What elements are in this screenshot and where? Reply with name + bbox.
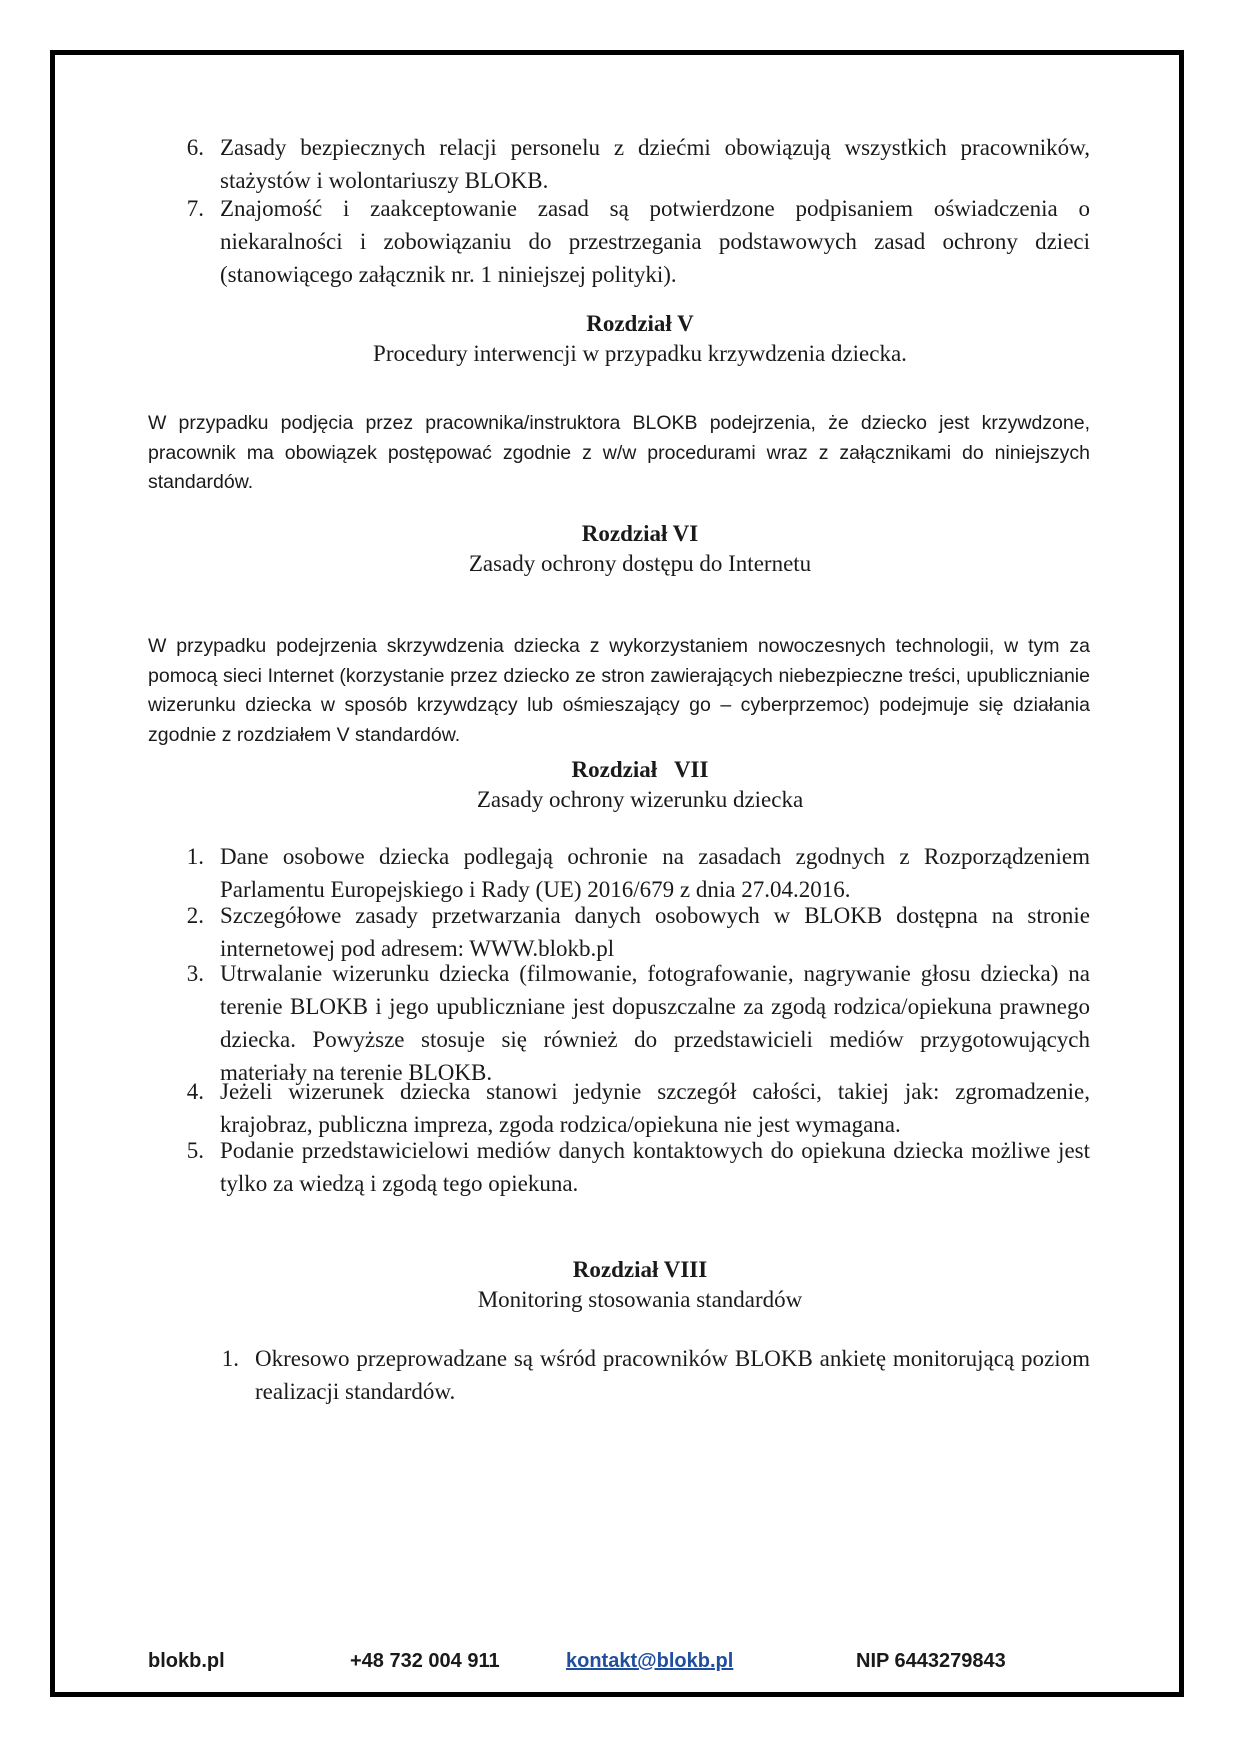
footer-email (566, 1647, 733, 1675)
chapter-title: Rozdział VI (581, 521, 699, 546)
list-text: Zasady bezpiecznych relacji personelu z dziećmi obowiązują wszystkich pracowników, stażystów i wolontariuszy BLOKB. (220, 135, 1090, 193)
list-number: 5. (186, 1138, 204, 1163)
list-text: Podanie przedstawicielowi mediów danych kontaktowych do opiekuna dziecka możliwe jest tylko za wiedzą i zgodą tego opiekuna. (220, 1138, 1090, 1196)
chapter-paragraph: W przypadku podejrzenia skrzywdzenia dziecka z wykorzystaniem nowoczesnych technologii, w tym za pomocą sieci Internet (korzystanie przez dziecko ze stron zawierających niebezpieczne treści, upublicznianie wizerunku dziecka w sposób krzywdzący lub ośmieszający go – cyberprzemoc) podejmuje się działania zgodnie z rozdziałem V standardów. (148, 635, 1090, 746)
list-text: Szczegółowe zasady przetwarzania danych osobowych w BLOKB dostępna na stronie internetowej pod adresem: WWW.blokb.pl (220, 903, 1090, 961)
list-number: 7. (186, 196, 204, 221)
chapter-paragraph: W przypadku podjęcia przez pracownika/instruktora BLOKB podejrzenia, że dziecko jest krzywdzone, pracownik ma obowiązek postępować zgodnie z w/w procedurami wraz z załącznikami do niniejszych standardów. (148, 412, 1090, 493)
footer-phone: +48 732 004 911 (350, 1650, 500, 1672)
list-number: 6. (186, 135, 204, 160)
footer-nip: NIP 6443279843 (856, 1650, 1006, 1672)
list-text: Jeżeli wizerunek dziecka stanowi jedynie szczegół całości, takiej jak: zgromadzenie, krajobraz, publiczna impreza, zgoda rodzica/opiekuna nie jest wymagana. (220, 1079, 1090, 1137)
list-number: 3. (186, 961, 204, 986)
list-number: 2. (186, 903, 204, 928)
list-text: Dane osobowe dziecka podlegają ochronie na zasadach zgodnych z Rozporządzeniem Parlamentu Europejskiego i Rady (UE) 2016/679 z dnia 27.04.2016. (220, 844, 1090, 902)
footer-website: blokb.pl (148, 1650, 225, 1672)
list-text: Znajomość i zaakceptowanie zasad są potwierdzone podpisaniem oświadczenia o niekaralności i zobowiązaniu do przestrzegania podstawowych zasad ochrony dzieci (stanowiącego załącznik nr. 1 niniejszej polityki). (220, 196, 1090, 287)
list-number: 1. (221, 1346, 239, 1371)
chapter-subtitle: Zasady ochrony dostępu do Internetu (468, 551, 812, 576)
list-number: 4. (186, 1079, 204, 1104)
chapter-subtitle: Monitoring stosowania standardów (477, 1287, 803, 1312)
chapter-title: Rozdział V (586, 311, 694, 336)
chapter-subtitle: Procedury interwencji w przypadku krzywdzenia dziecka. (373, 341, 907, 366)
list-number: 1. (186, 844, 204, 869)
list-text: Utrwalanie wizerunku dziecka (filmowanie, fotografowanie, nagrywanie głosu dziecka) na terenie BLOKB i jego upubliczniane jest dopuszczalne za zgodą rodzica/opiekuna prawnego dziecka. Powyższe stosuje się również do przedstawicieli mediów przygotowujących materiały na terenie BLOKB. (220, 961, 1090, 1085)
chapter-title: Rozdział VII (571, 757, 709, 782)
chapter-subtitle: Zasady ochrony wizerunku dziecka (476, 787, 804, 812)
chapter-title: Rozdział VIII (572, 1257, 708, 1282)
list-text: Okresowo przeprowadzane są wśród pracowników BLOKB ankietę monitorującą poziom realizacji standardów. (255, 1346, 1090, 1404)
email-link[interactable]: kontakt@blokb.pl (566, 1650, 734, 1672)
